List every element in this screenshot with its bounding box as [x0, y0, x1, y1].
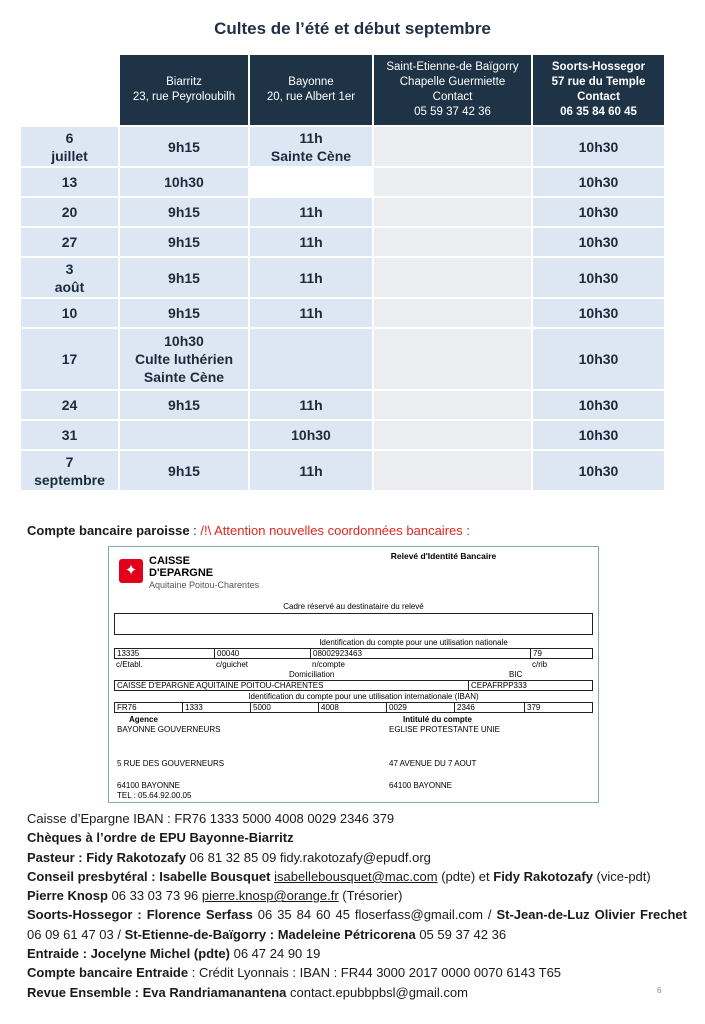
- cell-hossegor: [533, 299, 664, 327]
- baigorry-contact: 05 59 37 42 36: [415, 926, 507, 942]
- cell-date: [21, 198, 118, 226]
- rib-brand-line3: Aquitaine Poitou-Charentes: [149, 580, 260, 590]
- rib-cle: 79: [533, 649, 542, 658]
- rib-domiciliation-grid: [114, 680, 593, 691]
- rib-titulaire-name: EGLISE PROTESTANTE UNIE: [389, 725, 500, 734]
- cell-text: 11h: [299, 305, 323, 321]
- conseil-tres-name: Pierre Knosp: [27, 888, 108, 904]
- rib-titulaire-street: 47 AVENUE DU 7 AOUT: [389, 759, 477, 768]
- cell-text: 9h15: [168, 305, 200, 321]
- cell-biarritz: [120, 228, 248, 256]
- rib-iban-part: 0029: [387, 703, 455, 712]
- cell-text: août: [54, 278, 85, 295]
- rib-agence-name: BAYONNE GOUVERNEURS: [117, 725, 221, 734]
- table-row: [21, 258, 664, 297]
- rib-agence-tel: TEL : 05.64.92.00.05: [117, 791, 192, 800]
- rib-iban-part: 2346: [455, 703, 525, 712]
- cell-text: 9h15: [168, 234, 200, 250]
- cell-hossegor: [533, 391, 664, 419]
- rib-iban-part: 5000: [251, 703, 319, 712]
- cell-text: 20: [61, 204, 78, 220]
- compte-warning: /!\ Attention nouvelles coordonnées bancaires :: [200, 523, 470, 538]
- cell-text: 9h15: [168, 462, 200, 479]
- cell-text: 10h30: [164, 174, 204, 190]
- cell-bayonne: [250, 451, 372, 490]
- conseil-line: [27, 867, 687, 906]
- table-row: [21, 228, 664, 256]
- cell-text: septembre: [34, 471, 105, 488]
- caisse-epargne-logo-icon: ✦: [119, 559, 143, 583]
- compte-entraide-label: Compte bancaire Entraide: [27, 965, 189, 981]
- cell-text: 9h15: [168, 397, 200, 413]
- rib-domiciliation-label: Domiciliation: [289, 670, 335, 679]
- conseil-pdte: (pdte) et: [437, 868, 494, 884]
- cell-text: 10h30: [578, 138, 619, 155]
- cell-biarritz: [120, 421, 248, 449]
- stjean-label: St-Jean-de-Luz Olivier Frechet: [496, 907, 687, 923]
- cell-text: 10h30: [578, 462, 619, 479]
- entraide-contact: 06 47 24 90 19: [230, 946, 321, 962]
- cell-text: 10h30: [578, 234, 619, 250]
- cell-bayonne: [250, 228, 372, 256]
- rib-compte-label: n/compte: [312, 660, 345, 669]
- revue-contact: contact.epubbpbsl@gmail.com: [286, 984, 468, 1000]
- conseil-tres-role: (Trésorier): [338, 888, 403, 904]
- table-row: [21, 421, 664, 449]
- stjean-contact: 06 09 61 47 03 /: [27, 926, 125, 942]
- compte-entraide-value: : Crédit Lyonnais : IBAN : FR44 3000 2017 0000 0070 6143 T65: [188, 965, 562, 981]
- cell-text: 10h30: [578, 397, 619, 413]
- conseil-label: Conseil presbytéral : Isabelle Bousquet: [27, 868, 271, 884]
- cell-text: 11h: [299, 204, 323, 220]
- cell-baigorry: [374, 451, 531, 490]
- cell-text: 13: [61, 174, 78, 190]
- rib-iban-part: 1333: [183, 703, 251, 712]
- cell-hossegor: [533, 168, 664, 196]
- rib-bic-label: BIC: [509, 670, 523, 679]
- compte-entraide-line: [27, 963, 687, 982]
- cell-baigorry: [374, 391, 531, 419]
- cell-date: [21, 421, 118, 449]
- column-header-baigorry: Saint-Etienne-de Baïgorry Chapelle Guermiette Contact 05 59 37 42 36: [374, 55, 531, 125]
- cell-hossegor: [533, 329, 664, 389]
- page-number: 6: [657, 986, 662, 995]
- rib-iban-grid: [114, 702, 593, 713]
- cell-biarritz: [120, 391, 248, 419]
- cell-bayonne: [250, 329, 372, 389]
- rib-title: Relevé d'Identité Bancaire: [390, 551, 497, 561]
- rib-national-grid: [114, 648, 593, 659]
- cell-bayonne: [250, 258, 372, 297]
- cell-date: [21, 228, 118, 256]
- cell-text: 10: [61, 305, 78, 321]
- rib-agence-street: 5 RUE DES GOUVERNEURS: [117, 759, 225, 768]
- cell-hossegor: [533, 421, 664, 449]
- soorts-line: [27, 905, 687, 944]
- rib-guichet-label: c/guichet: [216, 660, 249, 669]
- header-corner: [21, 55, 118, 125]
- rib-iban-label: Identification du compte pour une utilisation internationale (IBAN): [248, 692, 479, 701]
- cell-hossegor: [533, 198, 664, 226]
- column-header-biarritz: Biarritz 23, rue Peyroloubilh: [120, 55, 248, 125]
- cell-baigorry: [374, 168, 531, 196]
- rib-iban-part: FR76: [115, 703, 183, 712]
- column-header-bayonne: Bayonne 20, rue Albert 1er: [250, 55, 372, 125]
- cell-baigorry: [374, 299, 531, 327]
- compte-sep: :: [189, 523, 201, 538]
- cell-baigorry: [374, 329, 531, 389]
- cell-text: 10h30: [578, 427, 619, 443]
- cell-date: [21, 451, 118, 490]
- pasteur-contact: 06 81 32 85 09 fidy.rakotozafy@epudf.org: [185, 849, 431, 865]
- table-row: [21, 299, 664, 327]
- cell-text: 7: [65, 453, 74, 470]
- conseil-tres-phone: 06 33 03 73 96: [107, 888, 202, 904]
- cell-baigorry: [374, 258, 531, 297]
- rib-compte: 08002923463: [311, 649, 531, 658]
- rib-cadre-box: [114, 613, 593, 635]
- cell-text: Sainte Cène: [143, 369, 225, 385]
- cell-text: 10h30: [578, 204, 619, 220]
- cell-biarritz: [120, 258, 248, 297]
- cell-text: 3: [65, 260, 74, 277]
- cell-date: [21, 391, 118, 419]
- cell-text: 24: [61, 397, 78, 413]
- rib-guichet: 00040: [215, 649, 311, 658]
- cell-bayonne: [250, 391, 372, 419]
- rib-agence-label: Agence: [129, 715, 158, 724]
- cell-date: [21, 258, 118, 297]
- conseil-email-link[interactable]: isabellebousquet@mac.com: [274, 868, 438, 884]
- table-row: [21, 127, 664, 166]
- soorts-label: Soorts-Hossegor : Florence Serfass: [27, 907, 253, 923]
- rib-intitule-label: Intitulé du compte: [403, 715, 472, 724]
- cell-text: 11h: [299, 234, 323, 250]
- cell-text: 11h: [299, 129, 323, 146]
- rib-etab-label: c/Etabl.: [116, 660, 143, 669]
- cell-date: [21, 127, 118, 166]
- rib-cadre-label: Cadre réservé au destinataire du relevé: [283, 602, 424, 611]
- rib-national-label: Identification du compte pour une utilisation nationale: [319, 638, 508, 647]
- cell-text: 10h30: [291, 427, 331, 443]
- rib-cle-label: c/rib: [532, 660, 548, 669]
- cell-hossegor: [533, 228, 664, 256]
- cell-bayonne: [250, 299, 372, 327]
- page-title: Cultes de l’été et début septembre: [214, 19, 491, 38]
- iban-line: Caisse d’Epargne IBAN : FR76 1333 5000 4008 0029 2346 379: [27, 811, 395, 826]
- table-row: [21, 168, 664, 196]
- cell-text: 10h30: [164, 333, 204, 349]
- column-header-hossegor: Soorts-Hossegor 57 rue du Temple Contact 06 35 84 60 45: [533, 55, 664, 125]
- cell-hossegor: [533, 451, 664, 490]
- rib-bic: CEPAFRPP333: [471, 681, 527, 690]
- pasteur-label: Pasteur : Fidy Rakotozafy: [27, 849, 186, 865]
- entraide-line: [27, 944, 687, 963]
- contact-info-block: [27, 809, 687, 1002]
- rib-titulaire-city: 64100 BAYONNE: [389, 781, 452, 790]
- cell-biarritz: [120, 329, 248, 389]
- cell-bayonne: [250, 198, 372, 226]
- rib-brand-line1: CAISSE: [149, 555, 190, 567]
- rib-domiciliation: CAISSE D'EPARGNE AQUITAINE POITOU-CHARENTES: [115, 681, 469, 690]
- conseil-tres-email-link[interactable]: pierre.knosp@orange.fr: [201, 888, 339, 904]
- table-row: [21, 451, 664, 490]
- cell-text: 17: [61, 351, 78, 367]
- cell-text: juillet: [51, 147, 88, 164]
- cell-date: [21, 329, 118, 389]
- conseil-vp-role: (vice-pdt): [592, 868, 651, 884]
- cell-text: 10h30: [578, 305, 619, 321]
- schedule-body: [21, 127, 664, 490]
- soorts-contact: 06 35 84 60 45 floserfass@gmail.com /: [252, 907, 497, 923]
- cell-text: 10h30: [578, 174, 619, 190]
- cell-biarritz: [120, 198, 248, 226]
- pasteur-line: [27, 848, 687, 867]
- schedule-table: [19, 53, 666, 492]
- rib-brand-line2: D'EPARGNE: [149, 567, 214, 579]
- cell-baigorry: [374, 127, 531, 166]
- cell-hossegor: [533, 127, 664, 166]
- rib-agence-city: 64100 BAYONNE: [117, 781, 180, 790]
- cell-baigorry: [374, 421, 531, 449]
- cell-text: 11h: [299, 397, 323, 413]
- conseil-vp-name: Fidy Rakotozafy: [493, 868, 593, 884]
- cell-date: [21, 299, 118, 327]
- cell-text: 9h15: [168, 269, 200, 286]
- cell-text: 11h: [299, 462, 323, 479]
- cell-date: [21, 168, 118, 196]
- table-row: [21, 391, 664, 419]
- cell-text: 27: [61, 234, 78, 250]
- rib-iban-part: 4008: [319, 703, 387, 712]
- rib-image: [108, 546, 599, 803]
- cell-text: 11h: [299, 269, 323, 286]
- cell-text: 9h15: [168, 138, 200, 155]
- cell-biarritz: [120, 451, 248, 490]
- rib-etab: 13335: [115, 649, 215, 658]
- revue-line: [27, 983, 687, 1002]
- cell-hossegor: [533, 258, 664, 297]
- cell-baigorry: [374, 198, 531, 226]
- cheques-line: [27, 828, 687, 847]
- cell-text: Sainte Cène: [270, 147, 352, 164]
- revue-label: Revue Ensemble : Eva Randriamanantena: [27, 984, 287, 1000]
- table-row: [21, 198, 664, 226]
- cell-biarritz: [120, 168, 248, 196]
- cheques-text: Chèques à l’ordre de EPU Bayonne-Biarritz: [27, 830, 294, 846]
- table-row: [21, 329, 664, 389]
- cell-biarritz: [120, 299, 248, 327]
- cell-biarritz: [120, 127, 248, 166]
- cell-bayonne: [250, 421, 372, 449]
- baigorry-label: St-Etienne-de-Baïgorry : Madeleine Pétricorena: [124, 926, 416, 942]
- entraide-label: Entraide : Jocelyne Michel (pdte): [27, 946, 230, 962]
- cell-baigorry: [374, 228, 531, 256]
- compte-bancaire-line: [27, 523, 470, 538]
- cell-text: Culte luthérien: [134, 351, 233, 367]
- table-header-row: [21, 55, 664, 125]
- cell-text: 10h30: [578, 351, 619, 367]
- cell-bayonne: [250, 127, 372, 166]
- compte-label: Compte bancaire paroisse: [27, 523, 190, 538]
- cell-text: 31: [61, 427, 78, 443]
- cell-text: 6: [65, 129, 74, 146]
- cell-bayonne: [250, 168, 372, 196]
- rib-iban-part: 379: [527, 703, 541, 712]
- cell-text: 9h15: [168, 204, 200, 220]
- cell-text: 10h30: [578, 269, 619, 286]
